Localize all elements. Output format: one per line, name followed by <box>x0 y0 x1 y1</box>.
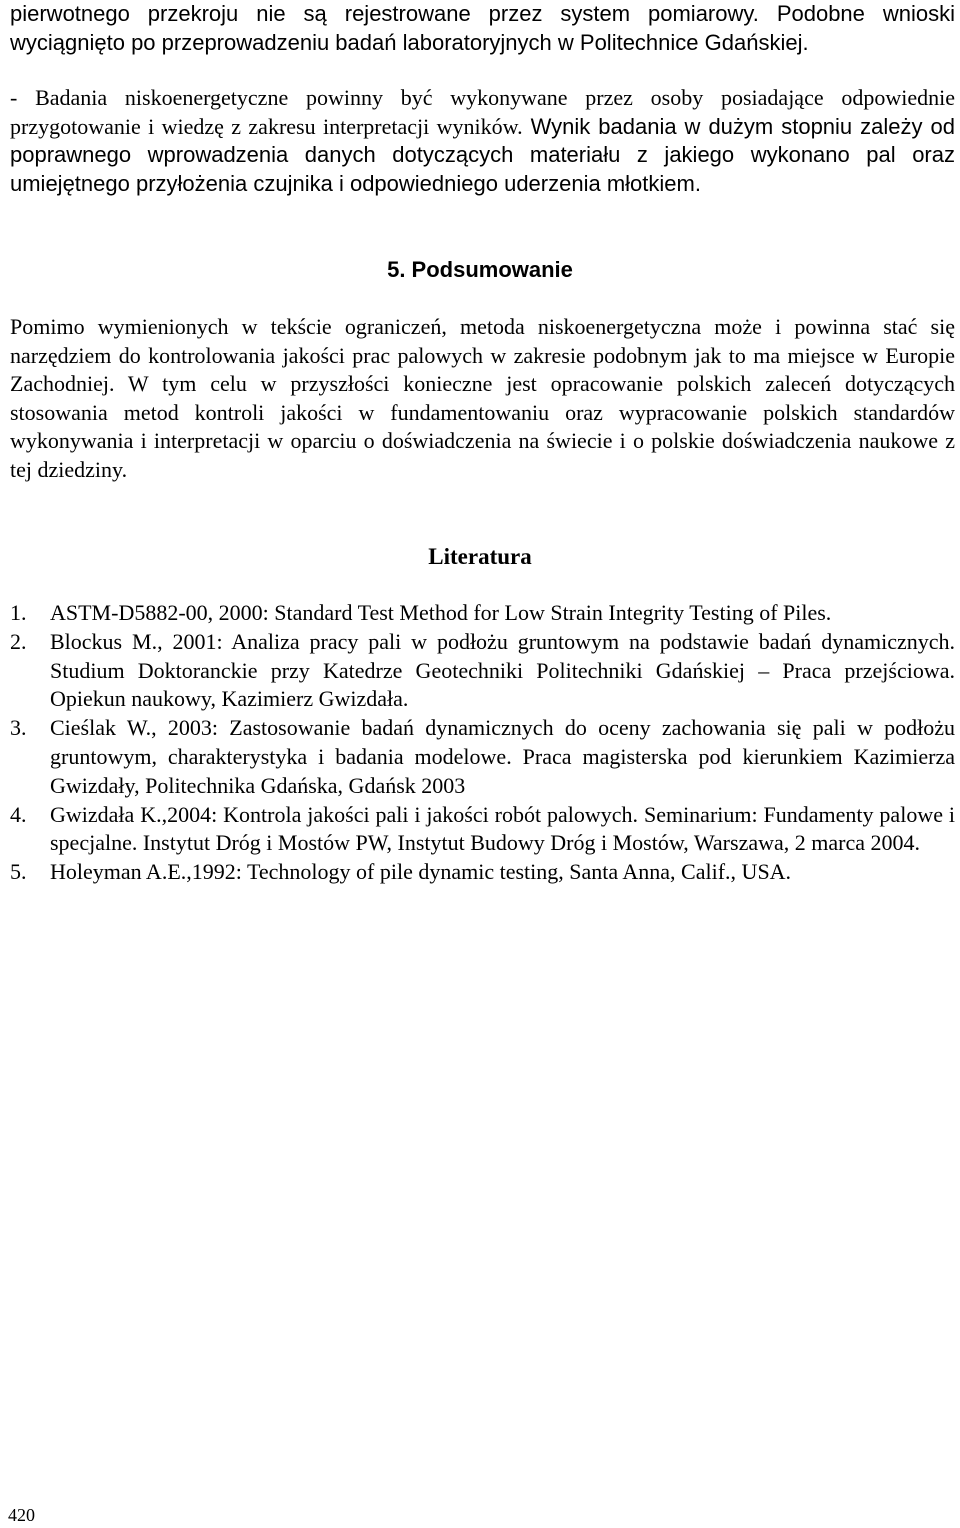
reference-number: 2. <box>10 628 27 654</box>
bullet-paragraph-part2: Wynik badania w dużym stopniu zależy od poprawnego wprowadzenia danych dotyczących materiału z jakiego wykonano pal oraz umiejętnego przyłożenia czujnika i odpowiedniego uderzenia młotkiem. <box>10 113 955 196</box>
reference-number: 1. <box>10 600 27 625</box>
section-heading: 5. Podsumowanie <box>387 257 573 282</box>
reference-text: Cieślak W., 2003: Zastosowanie badań dynamicznych do oceny zachowania się pali w podłożu gruntowym, charakterystyka i badania modelowe. Praca magisterska pod kierunkiem Kazimierza Gwizdały, Politechnika Gdańska, Gdańsk 2003 <box>50 715 955 798</box>
reference-number: 4. <box>10 801 27 827</box>
top-paragraph: pierwotnego przekroju nie są rejestrowane przez system pomiarowy. Podobne wnioski wyciągnięto po przeprowadzeniu badań laboratoryjnych w Politechnice Gdańskiej. <box>10 1 955 55</box>
summary-paragraph: Pomimo wymienionych w tekście ograniczeń, metoda niskoenergetyczna może i powinna stać się narzędziem do kontrolowania jakości prac palowych w zakresie podobnym jak to ma miejsce w Europie Zachodniej. W tym celu w przyszłości konieczne jest opracowanie polskich zaleceń dotyczących stosowania metod kontroli jakości w fundamentowaniu oraz wypracowanie polskich standardów wykonywania i interpretacji w oparciu o doświadczenia na świecie i o polskie doświadczenia naukowe z tej dziedziny. <box>10 314 955 482</box>
reference-text: Gwizdała K.,2004: Kontrola jakości pali i jakości robót palowych. Seminarium: Fundamenty palowe i specjalne. Instytut Dróg i Mostów PW, Instytut Budowy Dróg i Mostów, Warszawa, 2 marca 2004. <box>50 801 955 856</box>
reference-text: ASTM-D5882-00, 2000: Standard Test Method for Low Strain Integrity Testing of Piles. <box>50 600 832 625</box>
reference-item <box>10 599 955 628</box>
reference-text: Holeyman A.E.,1992: Technology of pile dynamic testing, Santa Anna, Calif., USA. <box>50 859 792 885</box>
reference-item <box>10 714 955 800</box>
reference-item <box>10 801 955 859</box>
page-number: 420 <box>8 1505 35 1525</box>
bullet-paragraph-part1: - Badania niskoenergetyczne powinny być wykonywane przez osoby posiadające odpowiednie przygotowanie i wiedzę z zakresu interpretacji wyników. <box>10 85 955 139</box>
reference-item <box>10 858 955 887</box>
literature-heading: Literatura <box>428 544 532 569</box>
reference-text: Blockus M., 2001: Analiza pracy pali w podłożu gruntowym na podstawie badań dynamicznych. Studium Doktoranckie przy Katedrze Geotechniki Politechniki Gdańskiej – Praca przejściowa. Opiekun naukowy, Kazimierz Gwizdała. <box>50 628 955 712</box>
reference-item <box>10 628 955 714</box>
bullet-paragraph <box>10 84 955 198</box>
reference-number: 5. <box>10 859 27 885</box>
reference-list <box>10 599 955 887</box>
reference-number: 3. <box>10 715 27 741</box>
